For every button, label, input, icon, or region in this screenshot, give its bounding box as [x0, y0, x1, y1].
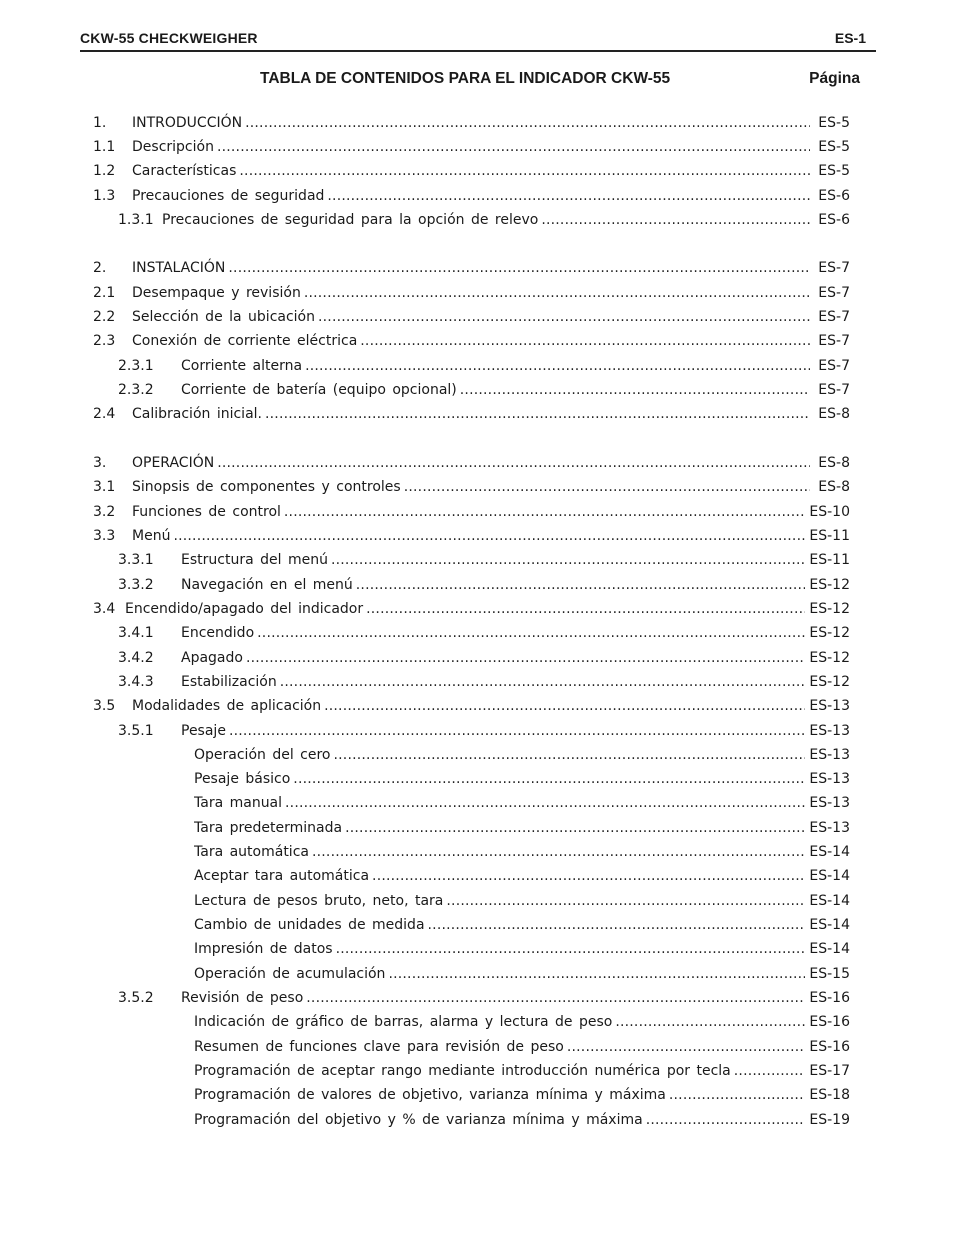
toc-entry-page: ES-12 [809, 577, 850, 593]
toc-entry-page: ES-7 [818, 382, 850, 398]
toc-entry-page: ES-19 [809, 1112, 850, 1128]
toc-entry-title: Encendido [181, 625, 255, 641]
dot-leader [404, 477, 810, 497]
toc-entry-title: Navegación en el menú [181, 577, 353, 593]
toc-entry-page: ES-13 [809, 698, 850, 714]
toc-entry-number: 3.3.1 [118, 552, 154, 568]
dot-leader [331, 550, 805, 570]
toc-entry [0, 331, 954, 351]
toc-entry-title: Resumen de funciones clave para revisión de peso [194, 1039, 564, 1055]
toc-entry-title: Corriente alterna [181, 358, 303, 374]
toc-entry-title: Operación del cero [194, 747, 331, 763]
dot-leader [229, 721, 805, 741]
toc-entry-number: 3.4 [93, 601, 116, 617]
toc-entry-title: Lectura de pesos bruto, neto, tara [194, 893, 444, 909]
toc-entry [0, 210, 954, 230]
toc-entry-title: Descripción [132, 139, 214, 155]
toc-entry-page: ES-12 [809, 674, 850, 690]
toc-entry-page: ES-13 [809, 747, 850, 763]
toc-entry [0, 915, 954, 935]
toc-entry-title: OPERACIÓN [132, 455, 215, 471]
dot-leader [567, 1037, 806, 1057]
toc-entry-number: 3.1 [93, 479, 116, 495]
toc-entry [0, 575, 954, 595]
toc-entry-number: 2. [93, 260, 107, 276]
toc-entry-page: ES-17 [809, 1063, 850, 1079]
toc-entry-page: ES-11 [809, 552, 850, 568]
toc-entry-title: Precauciones de seguridad [132, 188, 325, 204]
toc-entry-title: Calibración inicial. [132, 406, 262, 422]
toc-entry-title: Operación de acumulación [194, 966, 386, 982]
dot-leader [285, 793, 805, 813]
document-title: CKW-55 CHECKWEIGHER [80, 30, 258, 46]
dot-leader [245, 113, 810, 133]
toc-entry-page: ES-12 [809, 650, 850, 666]
toc-entry-title: Programación de aceptar rango mediante introducción numérica por tecla [194, 1063, 731, 1079]
toc-entry-page: ES-13 [809, 723, 850, 739]
toc-entry-page: ES-7 [818, 333, 850, 349]
dot-leader [541, 210, 810, 230]
toc-entry-page: ES-7 [818, 358, 850, 374]
toc-entry-title: Aceptar tara automática [194, 868, 370, 884]
toc-entry-number: 3.5.2 [118, 990, 154, 1006]
toc-entry [0, 745, 954, 765]
toc-entry [0, 1110, 954, 1130]
dot-leader [312, 842, 805, 862]
dot-leader [265, 404, 810, 424]
toc-entry-page: ES-18 [809, 1087, 850, 1103]
dot-leader [217, 453, 810, 473]
toc-entry [0, 648, 954, 668]
toc-entry-page: ES-12 [809, 625, 850, 641]
toc-entry-page: ES-5 [818, 163, 850, 179]
toc-entry-number: 1.3.1 [118, 212, 154, 228]
toc-entry [0, 721, 954, 741]
dot-leader [327, 186, 810, 206]
toc-entry [0, 356, 954, 376]
dot-leader [173, 526, 805, 546]
toc-page-column-heading: Página [809, 70, 860, 87]
toc-entry-page: ES-5 [818, 139, 850, 155]
toc-entry-title: Modalidades de aplicación [132, 698, 322, 714]
dot-leader [388, 964, 805, 984]
toc-entry-title: INTRODUCCIÓN [132, 115, 243, 131]
toc-entry-number: 1.3 [93, 188, 116, 204]
toc-entry-number: 1. [93, 115, 107, 131]
toc-entry [0, 891, 954, 911]
toc-entry-page: ES-13 [809, 795, 850, 811]
toc-title: TABLA DE CONTENIDOS PARA EL INDICADOR CKW-55 [260, 70, 671, 87]
dot-leader [372, 866, 805, 886]
toc-entry-page: ES-15 [809, 966, 850, 982]
toc-entry-title: Selección de la ubicación [132, 309, 315, 325]
dot-leader [334, 745, 806, 765]
toc-entry-title: Estructura del menú [181, 552, 328, 568]
toc-entry-title: Tara manual [194, 795, 283, 811]
toc-entry-number: 1.1 [93, 139, 116, 155]
toc-entry [0, 526, 954, 546]
toc-entry-number: 3.3.2 [118, 577, 154, 593]
toc-entry [0, 1085, 954, 1105]
toc-entry-title: INSTALACIÓN [132, 260, 226, 276]
toc-entry-title: Cambio de unidades de medida [194, 917, 425, 933]
toc-entry [0, 404, 954, 424]
toc-entry-title: Corriente de batería (equipo opcional) [181, 382, 457, 398]
page-number: ES-1 [834, 30, 866, 46]
toc-entry-page: ES-16 [809, 1039, 850, 1055]
toc-entry [0, 866, 954, 886]
toc-entry-page: ES-14 [809, 844, 850, 860]
toc-entry [0, 842, 954, 862]
toc-entry-title: Menú [132, 528, 171, 544]
toc-entry-number: 2.2 [93, 309, 116, 325]
toc-entry [0, 502, 954, 522]
toc-entry-title: Precauciones de seguridad para la opción de relevo [162, 212, 539, 228]
dot-leader [669, 1085, 806, 1105]
dot-leader [615, 1012, 805, 1032]
toc-entry-page: ES-7 [818, 260, 850, 276]
toc-entry [0, 599, 954, 619]
toc-entry [0, 696, 954, 716]
toc-entry [0, 793, 954, 813]
page-header [80, 28, 876, 52]
dot-leader [356, 575, 806, 595]
toc-entry-title: Programación de valores de objetivo, varianza mínima y máxima [194, 1087, 666, 1103]
toc-entry-page: ES-13 [809, 771, 850, 787]
toc-entry [0, 623, 954, 643]
dot-leader [446, 891, 805, 911]
dot-leader [734, 1061, 806, 1081]
dot-leader [280, 672, 806, 692]
dot-leader [336, 939, 806, 959]
toc-entry-page: ES-14 [809, 868, 850, 884]
toc-entry-number: 3.5.1 [118, 723, 154, 739]
toc-entry [0, 1012, 954, 1032]
toc-entry-number: 3.4.1 [118, 625, 154, 641]
dot-leader [304, 283, 810, 303]
toc-entry-page: ES-16 [809, 990, 850, 1006]
toc-entry-title: Conexión de corriente eléctrica [132, 333, 358, 349]
toc-entry-number: 3. [93, 455, 107, 471]
toc-entry-number: 3.4.3 [118, 674, 154, 690]
toc-entry [0, 307, 954, 327]
toc-entry-page: ES-8 [818, 406, 850, 422]
toc-entry-title: Revisión de peso [181, 990, 304, 1006]
toc-entry [0, 939, 954, 959]
toc-entry [0, 550, 954, 570]
toc-entry-number: 2.3.2 [118, 382, 154, 398]
toc-entry-number: 3.5 [93, 698, 116, 714]
dot-leader [257, 623, 805, 643]
toc-entry-title: Tara automática [194, 844, 309, 860]
toc-entry-title: Desempaque y revisión [132, 285, 301, 301]
toc-entry-page: ES-11 [809, 528, 850, 544]
toc-entry-title: Encendido/apagado del indicador [125, 601, 364, 617]
toc-entry [0, 1061, 954, 1081]
toc-entry-page: ES-7 [818, 309, 850, 325]
toc-entry-page: ES-8 [818, 455, 850, 471]
toc-entry-title: Programación del objetivo y % de varianza mínima y máxima [194, 1112, 643, 1128]
toc-entry-title: Pesaje básico [194, 771, 291, 787]
dot-leader [345, 818, 805, 838]
toc-entry-page: ES-6 [818, 212, 850, 228]
toc-entry-number: 3.4.2 [118, 650, 154, 666]
toc-entry-page: ES-7 [818, 285, 850, 301]
toc-entry-page: ES-8 [818, 479, 850, 495]
toc-entry-page: ES-5 [818, 115, 850, 131]
toc-entry-title: Estabilización [181, 674, 277, 690]
toc-entry-title: Indicación de gráfico de barras, alarma y lectura de peso [194, 1014, 613, 1030]
dot-leader [293, 769, 805, 789]
toc-entry-number: 2.4 [93, 406, 116, 422]
toc-entry [0, 113, 954, 133]
toc-entry-page: ES-14 [809, 917, 850, 933]
toc-entry [0, 186, 954, 206]
toc-entry-title: Sinopsis de componentes y controles [132, 479, 401, 495]
dot-leader [646, 1110, 806, 1130]
dot-leader [239, 161, 810, 181]
toc-entry [0, 380, 954, 400]
toc-entry-page: ES-12 [809, 601, 850, 617]
toc-entry [0, 818, 954, 838]
toc-entry-title: Funciones de control [132, 504, 281, 520]
toc-entry-page: ES-14 [809, 893, 850, 909]
toc-entry [0, 453, 954, 473]
toc-entry-page: ES-16 [809, 1014, 850, 1030]
dot-leader [246, 648, 805, 668]
toc-entry-number: 3.2 [93, 504, 116, 520]
toc-entry-page: ES-14 [809, 941, 850, 957]
toc-entry-number: 2.1 [93, 285, 116, 301]
toc-entry-number: 2.3.1 [118, 358, 154, 374]
dot-leader [428, 915, 806, 935]
toc-entry [0, 672, 954, 692]
dot-leader [460, 380, 810, 400]
toc-entry-page: ES-13 [809, 820, 850, 836]
toc-entry-number: 2.3 [93, 333, 116, 349]
toc-entry [0, 988, 954, 1008]
dot-leader [217, 137, 810, 157]
dot-leader [306, 988, 805, 1008]
toc-entry [0, 161, 954, 181]
dot-leader [284, 502, 805, 522]
toc-entry-number: 1.2 [93, 163, 116, 179]
toc-entry [0, 964, 954, 984]
toc-entry [0, 137, 954, 157]
toc-entry [0, 283, 954, 303]
toc-entry-title: Tara predeterminada [194, 820, 343, 836]
toc-entry-page: ES-10 [809, 504, 850, 520]
dot-leader [305, 356, 810, 376]
dot-leader [360, 331, 810, 351]
toc-entry [0, 1037, 954, 1057]
toc-entry-title: Impresión de datos [194, 941, 333, 957]
toc-entry-title: Características [132, 163, 237, 179]
toc-entry-number: 3.3 [93, 528, 116, 544]
dot-leader [324, 696, 805, 716]
toc-entry [0, 258, 954, 278]
dot-leader [318, 307, 810, 327]
toc-entry [0, 477, 954, 497]
dot-leader [366, 599, 805, 619]
toc-entry-page: ES-6 [818, 188, 850, 204]
dot-leader [228, 258, 810, 278]
toc-entry [0, 769, 954, 789]
toc-entry-title: Apagado [181, 650, 243, 666]
toc-entry-title: Pesaje [181, 723, 226, 739]
